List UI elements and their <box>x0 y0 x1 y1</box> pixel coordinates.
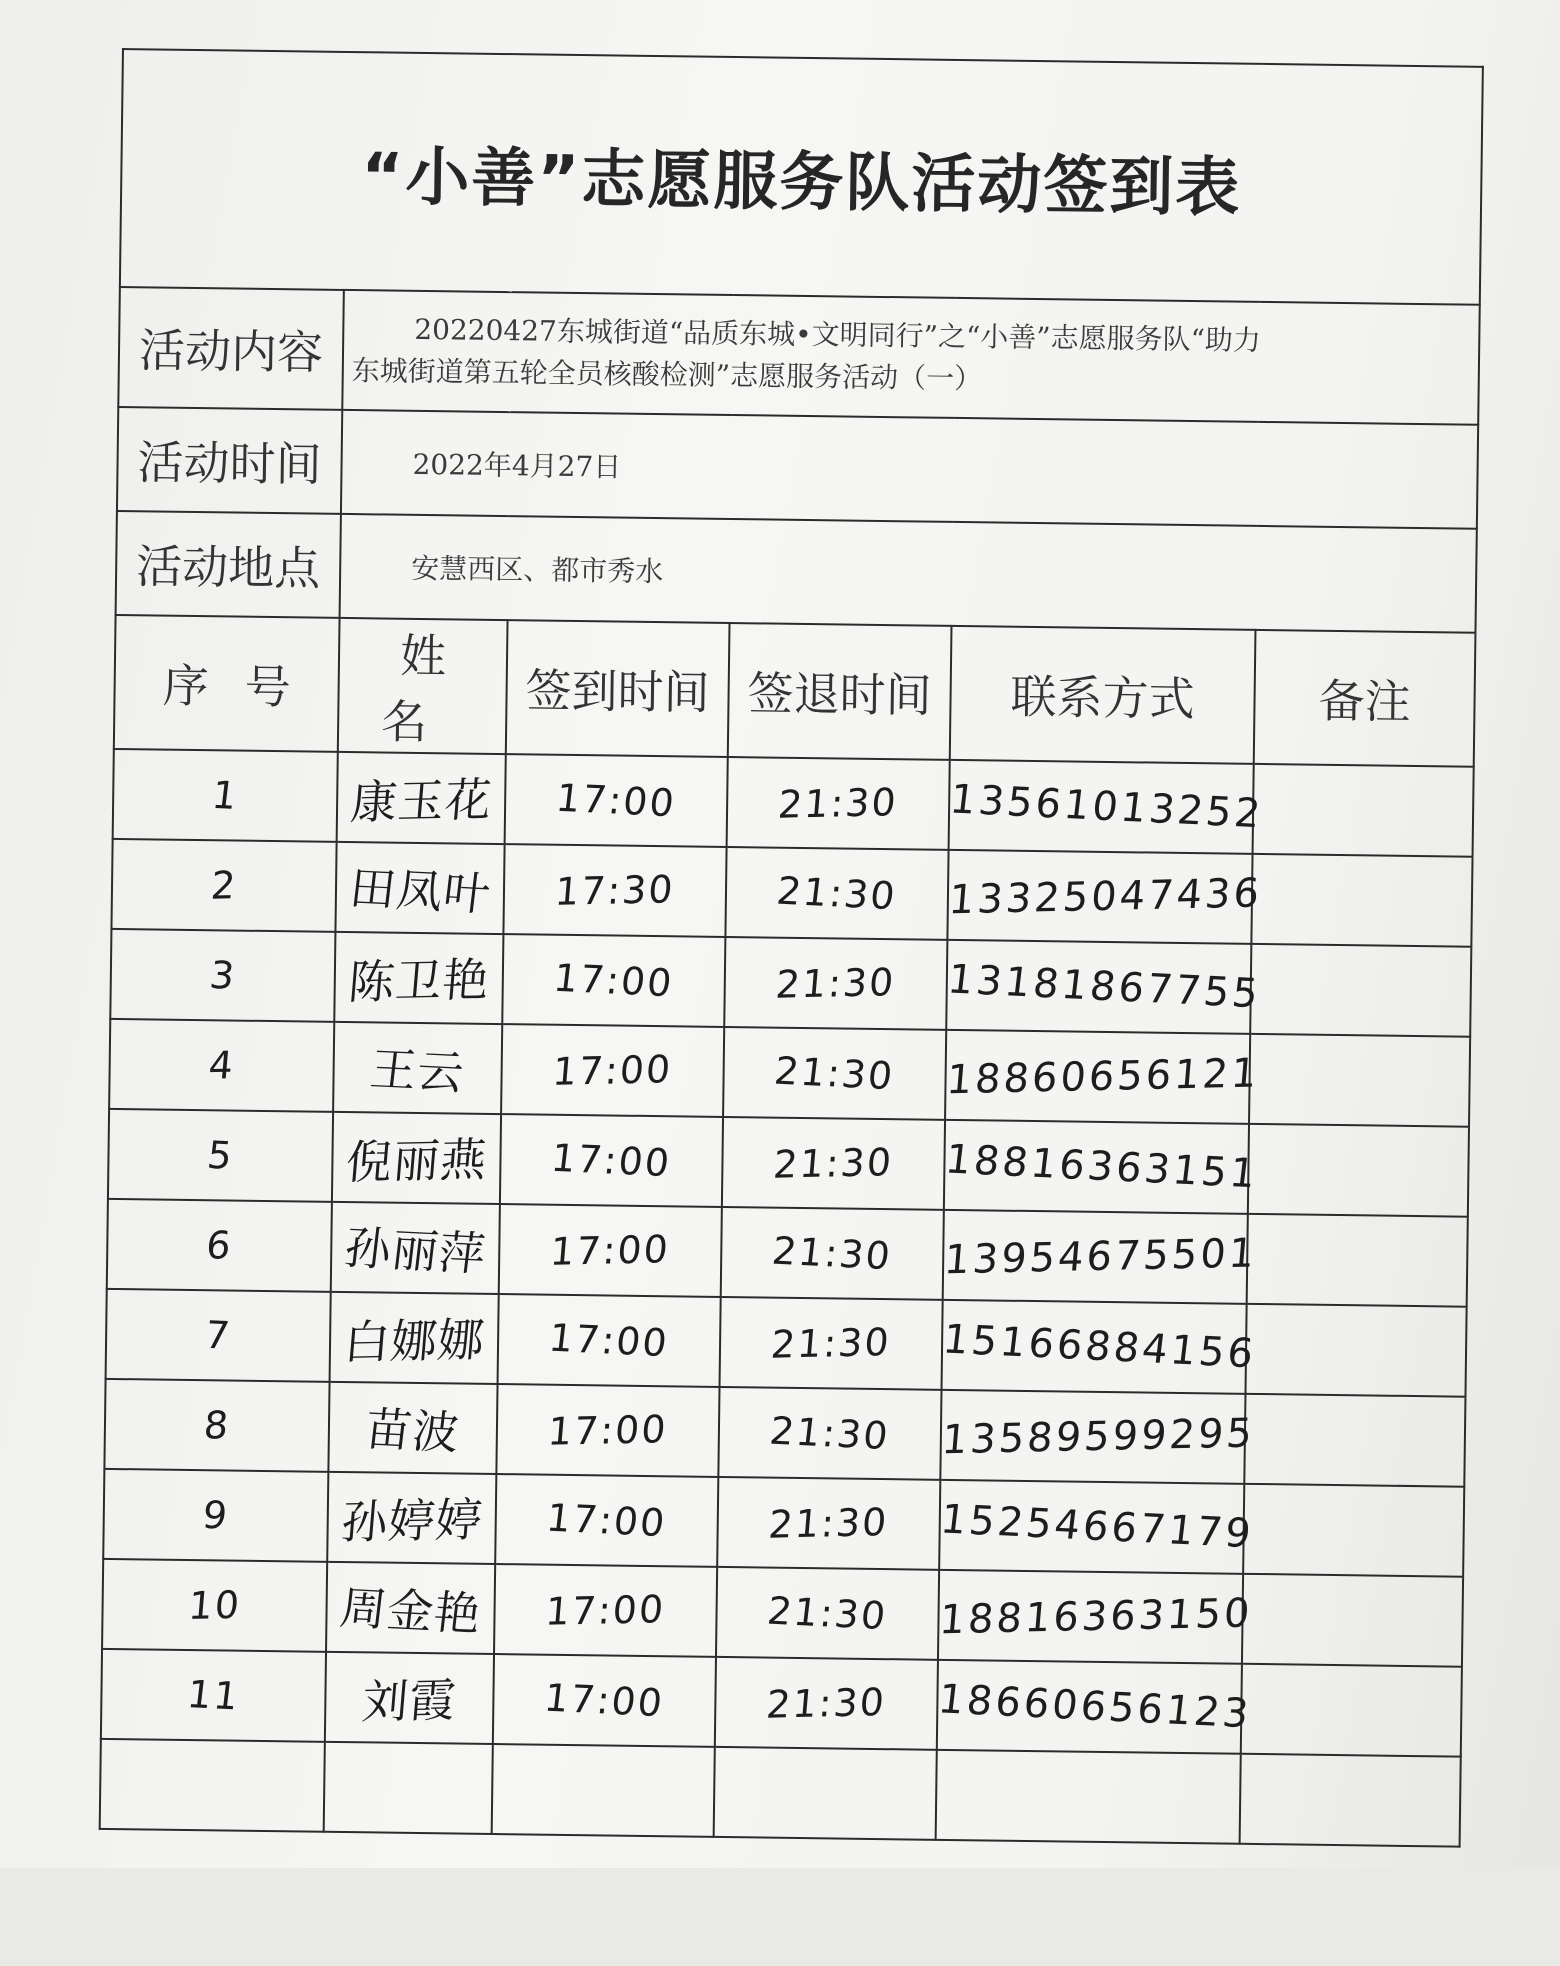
row-sign-out-time <box>724 937 947 1030</box>
row-index <box>108 1109 333 1202</box>
row-sign-in-time <box>498 1294 721 1387</box>
row-sign-in-time-text: 17:30 <box>553 867 677 914</box>
row-name <box>333 1022 502 1114</box>
row-contact-text: 18660656123 <box>935 1676 1254 1738</box>
sign-in-form <box>99 48 1484 1848</box>
row-contact <box>937 1570 1255 1664</box>
row-remarks <box>1248 1124 1469 1217</box>
place-label: 活动地点 <box>116 511 341 618</box>
row-contact-text: 15254667179 <box>938 1496 1257 1558</box>
row-index-text: 8 <box>202 1403 232 1448</box>
content-label: 活动内容 <box>118 287 344 410</box>
row-sign-out-time <box>722 1117 945 1210</box>
row-contact-text: 18816363151 <box>942 1136 1261 1198</box>
header-sign-out-time: 签退时间 <box>728 623 952 760</box>
row-sign-out-time <box>721 1207 944 1300</box>
row-contact <box>940 1300 1259 1394</box>
table-row <box>110 929 1471 1037</box>
table-row <box>101 1649 1462 1757</box>
table-row <box>102 1559 1463 1667</box>
place-value: 安慧西区、都市秀水 <box>340 514 1477 633</box>
row-sign-in-time <box>499 1204 722 1297</box>
row-name <box>330 1292 499 1384</box>
row-index-text: 4 <box>206 1043 237 1088</box>
row-contact <box>935 1660 1254 1754</box>
sign-in-rows <box>100 749 1474 1847</box>
row-sign-out-time <box>720 1297 943 1390</box>
row-sign-in-time <box>501 1024 724 1117</box>
row-index <box>109 1019 334 1112</box>
row-name-text: 倪丽燕 <box>343 1132 489 1190</box>
row-name <box>326 1562 495 1654</box>
row-name <box>334 932 503 1024</box>
row-name <box>331 1202 500 1294</box>
row-contact <box>947 850 1264 944</box>
row-sign-out-time <box>725 847 948 940</box>
table-row <box>106 1289 1467 1397</box>
row-index-text: 7 <box>202 1312 234 1358</box>
row-sign-out-time-text: 21:30 <box>767 1500 891 1547</box>
row-sign-in-time <box>492 1744 715 1837</box>
row-remarks <box>1249 1034 1470 1127</box>
row-sign-out-time <box>714 1747 937 1840</box>
row-remarks <box>1240 1754 1461 1847</box>
time-value: 2022年4月27日 <box>341 410 1478 529</box>
content-line-2: 东城街道第五轮全员核酸检测”志愿服务活动（一） <box>351 354 983 396</box>
table-row <box>113 749 1474 857</box>
row-sign-out-time-text: 21:30 <box>769 1228 895 1279</box>
row-index <box>100 1739 325 1832</box>
row-sign-out-time <box>718 1387 941 1480</box>
table-row <box>108 1109 1469 1217</box>
header-name: 姓名 <box>338 618 508 754</box>
row-contact-text: 13589599295 <box>940 1410 1257 1464</box>
row-name <box>328 1382 497 1474</box>
row-sign-in-time-text: 17:00 <box>544 1587 668 1634</box>
row-sign-out-time-text: 21:30 <box>769 1320 893 1367</box>
row-remarks <box>1247 1214 1468 1307</box>
row-contact <box>944 1030 1262 1124</box>
header-sign-in-time: 签到时间 <box>506 620 730 757</box>
header-row <box>114 615 1476 767</box>
row-name-text: 白娜娜 <box>341 1312 487 1370</box>
table-row <box>104 1379 1465 1487</box>
row-index-text: 1 <box>209 772 241 818</box>
row-sign-in-time <box>505 754 728 847</box>
row-index-text: 6 <box>204 1223 235 1268</box>
row-contact <box>947 760 1266 854</box>
row-sign-out-time-text: 21:30 <box>771 1140 896 1187</box>
row-contact-text: 18816363150 <box>937 1590 1255 1644</box>
table-row <box>103 1469 1464 1577</box>
content-value <box>342 290 1480 425</box>
row-name-text: 刘霞 <box>359 1672 459 1729</box>
row-contact <box>936 1750 1241 1844</box>
row-name <box>337 752 506 844</box>
row-name-text: 王云 <box>367 1041 468 1101</box>
row-sign-out-time <box>717 1477 940 1570</box>
row-sign-out-time-text: 21:30 <box>772 1048 897 1099</box>
row-remarks <box>1250 944 1471 1037</box>
row-remarks <box>1245 1304 1466 1397</box>
row-sign-out-time <box>716 1567 939 1660</box>
row-sign-in-time <box>494 1564 717 1657</box>
row-sign-in-time <box>495 1474 718 1567</box>
row-index <box>101 1649 326 1742</box>
row-name-text: 周金艳 <box>336 1580 484 1642</box>
row-index <box>104 1379 329 1472</box>
row-name <box>324 1742 493 1834</box>
table-row <box>100 1739 1461 1847</box>
row-contact-text: 18860656121 <box>944 1050 1262 1104</box>
row-index-text: 5 <box>204 1132 237 1178</box>
row-sign-out-time-text: 21:30 <box>767 1408 893 1459</box>
row-remarks <box>1241 1664 1462 1757</box>
row-index <box>102 1559 327 1652</box>
row-sign-in-time-text: 17:00 <box>553 775 679 826</box>
row-sign-in-time <box>500 1114 723 1207</box>
content-line-1: 20220427东城街道“品质东城•文明同行”之“小善”志愿服务队“助力 <box>414 312 1262 357</box>
row-sign-out-time-text: 21:30 <box>776 780 900 827</box>
row-sign-in-time-text: 17:00 <box>551 955 677 1006</box>
row-sign-out-time <box>727 757 950 850</box>
row-index-text: 11 <box>184 1672 243 1719</box>
row-contact-text: 13954675501 <box>942 1230 1260 1284</box>
row-sign-in-time-text: 17:00 <box>549 1135 674 1186</box>
table-row <box>107 1199 1468 1307</box>
row-name <box>335 842 504 934</box>
header-contact: 联系方式 <box>950 626 1256 764</box>
row-sign-in-time-text: 17:00 <box>551 1047 675 1094</box>
row-contact <box>942 1120 1261 1214</box>
header-remarks: 备注 <box>1254 630 1476 767</box>
header-index: 序号 <box>114 615 340 752</box>
row-name <box>332 1112 501 1204</box>
row-contact <box>938 1480 1257 1574</box>
row-index <box>107 1199 332 1292</box>
row-remarks <box>1244 1394 1465 1487</box>
row-sign-in-time-text: 17:00 <box>546 1315 672 1366</box>
row-sign-out-time-text: 21:30 <box>764 1680 888 1727</box>
form-title: “小善”志愿服务队活动签到表 <box>120 49 1483 305</box>
row-sign-in-time <box>493 1654 716 1747</box>
row-index-text: 2 <box>209 863 239 908</box>
sign-in-sheet <box>97 48 1482 1966</box>
row-index-text: 10 <box>186 1582 243 1628</box>
row-sign-in-time <box>502 934 725 1027</box>
row-contact <box>945 940 1264 1034</box>
row-name-text: 康玉花 <box>348 772 494 830</box>
row-index <box>106 1289 331 1382</box>
row-remarks <box>1253 764 1474 857</box>
row-sign-in-time <box>496 1384 719 1477</box>
row-index <box>103 1469 328 1562</box>
row-name-text: 田凤叶 <box>346 860 494 922</box>
row-remarks <box>1251 854 1472 947</box>
row-name <box>325 1652 494 1744</box>
row-remarks <box>1243 1484 1464 1577</box>
time-label: 活动时间 <box>117 407 342 514</box>
row-contact-text: 13181867755 <box>945 956 1264 1018</box>
table-row <box>111 839 1472 947</box>
row-sign-out-time-text: 21:30 <box>774 868 900 919</box>
row-sign-in-time-text: 17:00 <box>542 1675 667 1726</box>
row-name <box>327 1472 496 1564</box>
table-row <box>109 1019 1470 1127</box>
row-contact-text: 15166884156 <box>940 1316 1259 1378</box>
row-contact-text: 13561013252 <box>947 776 1266 838</box>
row-index-text: 3 <box>207 952 239 998</box>
row-name-text: 孙丽萍 <box>341 1220 489 1282</box>
row-name-text: 孙婷婷 <box>338 1492 485 1550</box>
row-index-text: 9 <box>200 1492 232 1538</box>
row-sign-in-time-text: 17:00 <box>544 1495 670 1546</box>
row-sign-in-time-text: 17:00 <box>548 1227 672 1274</box>
row-sign-in-time <box>503 844 726 937</box>
row-name-text: 苗波 <box>362 1401 463 1461</box>
row-index <box>111 839 336 932</box>
row-contact <box>942 1210 1260 1304</box>
row-sign-out-time-text: 21:30 <box>774 960 898 1007</box>
row-name-text: 陈卫艳 <box>345 952 492 1010</box>
row-sign-in-time-text: 17:00 <box>546 1407 670 1454</box>
row-contact-text: 13325047436 <box>947 870 1264 924</box>
row-index <box>113 749 338 842</box>
row-sign-out-time-text: 21:30 <box>765 1588 890 1639</box>
row-sign-out-time <box>715 1657 938 1750</box>
row-sign-out-time <box>723 1027 946 1120</box>
row-index <box>110 929 335 1022</box>
row-contact <box>940 1390 1257 1484</box>
row-remarks <box>1242 1574 1463 1667</box>
